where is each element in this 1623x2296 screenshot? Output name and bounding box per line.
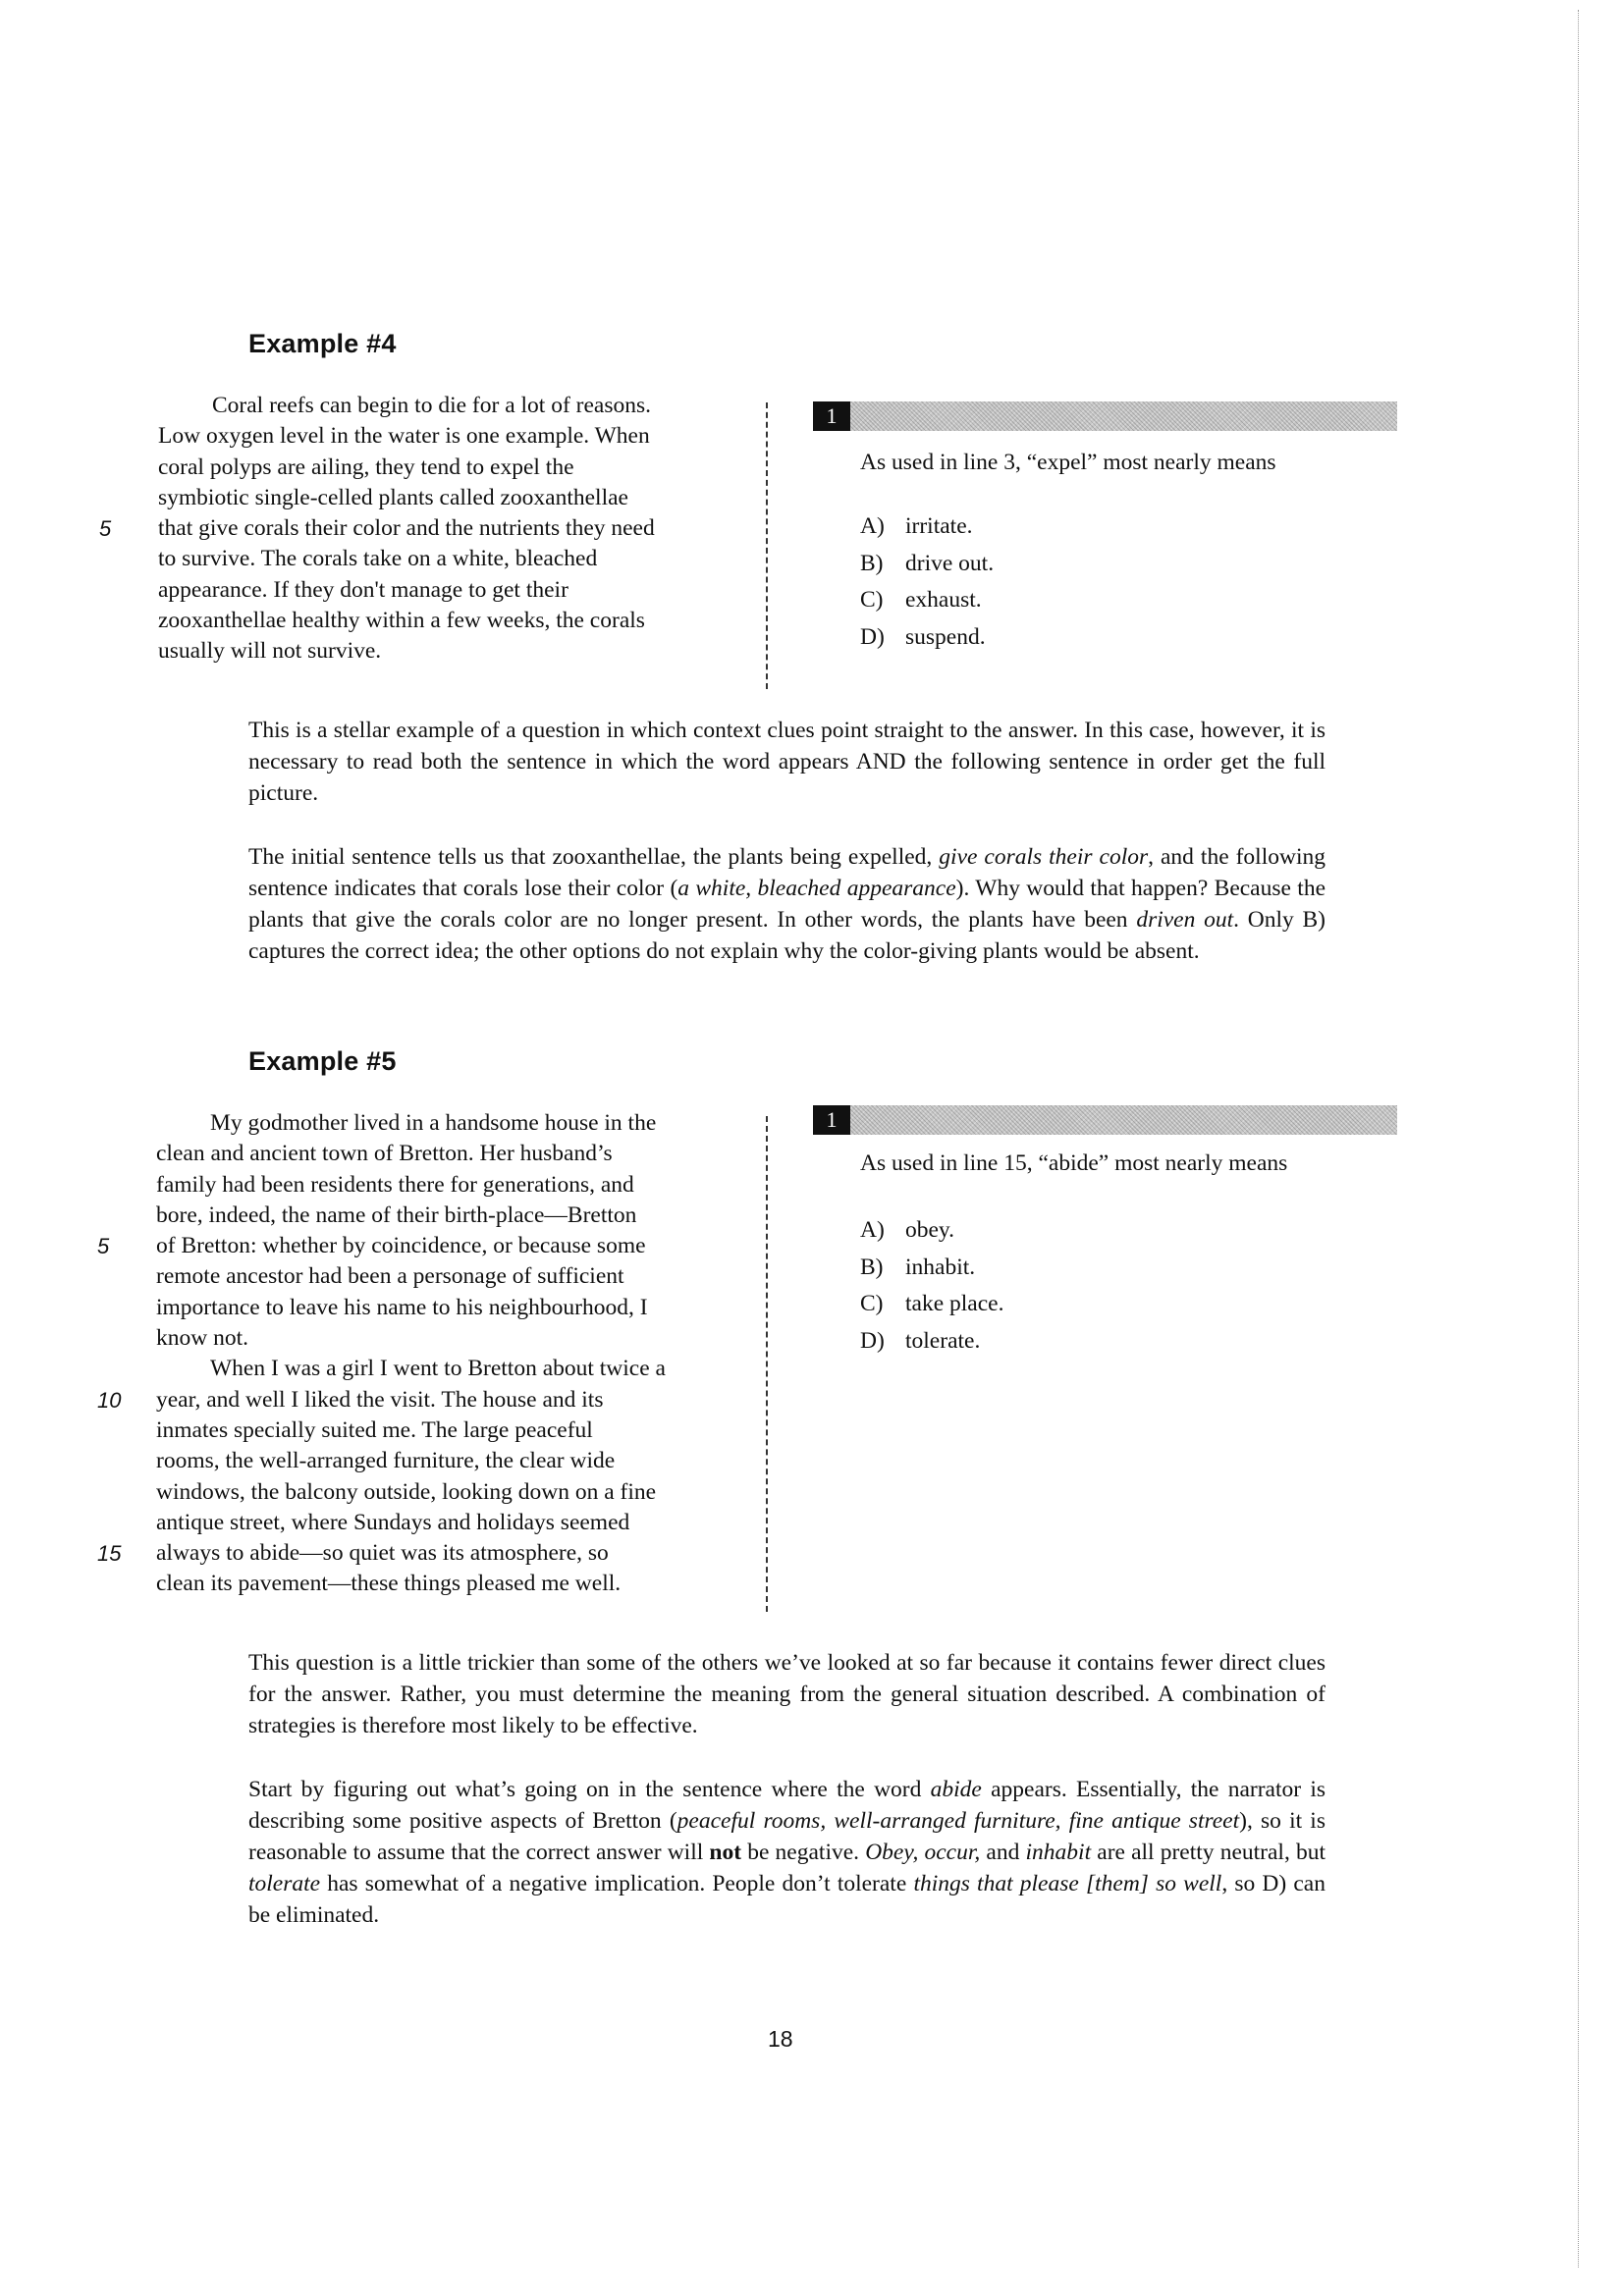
answer-choice — [860, 1323, 1003, 1361]
passage-line-text: clean and ancient town of Bretton. Her husband’s — [156, 1141, 613, 1167]
text-run: ), so it is reasonable to assume that the correct answer will — [248, 1807, 1325, 1866]
choice-letter: A) — [860, 1217, 885, 1243]
text-run: This question is a little trickier than some of the others we’ve looked at so far because it contains fewer direct clues for the answer. Rather, you must determine the meaning from the general situation described. A combination of strategies is therefore most likely to be effective. — [248, 1650, 1325, 1739]
choice-text: tolerate. — [905, 1327, 981, 1354]
question-number-badge: 1 — [813, 1105, 850, 1135]
passage-line — [156, 1170, 745, 1201]
passage-line-text: clean its pavement—these things pleased me well. — [156, 1571, 622, 1597]
passage-line — [156, 1201, 745, 1231]
emphasized-text: abide — [930, 1776, 982, 1802]
text-run: , and the following sentence indicates that corals lose their color ( — [248, 843, 1325, 901]
passage-line — [156, 1569, 745, 1599]
choice-text: suspend. — [905, 623, 986, 650]
example-5-heading: Example #5 — [248, 1046, 397, 1076]
text-run: ). Why would that happen? Because the plants that give the corals color are no longer present. In other words, the plants have been — [248, 875, 1325, 934]
text-run: appears. Essentially, the narrator is describing some positive aspects of Bretton ( — [248, 1776, 1325, 1834]
emphasized-text: a white, bleached appearance — [677, 875, 956, 901]
choice-text: drive out. — [905, 550, 995, 576]
passage-line-text: When I was a girl I went to Bretton about twice a — [210, 1356, 666, 1382]
emphasized-text: give corals their color — [939, 843, 1149, 870]
text-run: be negative. — [741, 1840, 866, 1866]
explanation-paragraph — [248, 715, 1325, 810]
passage-line — [97, 1385, 745, 1415]
passage-line-text: Low oxygen level in the water is one example. When — [158, 423, 650, 450]
passage-line-text: symbiotic single-celled plants called zooxanthellae — [158, 484, 628, 510]
question-number-badge: 1 — [813, 401, 850, 431]
passage-line — [156, 1415, 745, 1446]
example-5-question-prompt: As used in line 15, “abide” most nearly means — [860, 1150, 1288, 1176]
passage-line-text: rooms, the well-arranged furniture, the clear wide — [156, 1448, 616, 1474]
passage-line-text: Coral reefs can begin to die for a lot of reasons. — [212, 393, 651, 418]
line-number: 5 — [99, 516, 112, 542]
question-header-stripe — [850, 401, 1397, 431]
example-5-explanation — [248, 1647, 1325, 1963]
text-run: This is a stellar example of a question in which context clues point straight to the answer. In this case, however, it is necessary to read both the sentence in which the word appears AND the following sentence in order get the full picture. — [248, 718, 1325, 807]
text-run: The initial sentence tells us that zooxanthellae, the plants being expelled, — [248, 843, 940, 870]
passage-line — [158, 575, 747, 606]
passage-line — [156, 1261, 745, 1292]
choice-text: take place. — [905, 1291, 1004, 1317]
passage-line — [156, 1139, 745, 1169]
passage-line-text: remote ancestor had been a personage of sufficient — [156, 1263, 624, 1290]
passage-line-text: family had been residents there for generations, and — [156, 1171, 634, 1198]
passage-line — [156, 1293, 745, 1323]
choice-letter: D) — [860, 1327, 885, 1354]
passage-line-text: My godmother lived in a handsome house in the — [210, 1110, 657, 1136]
line-number: 10 — [97, 1387, 122, 1413]
passage-line — [99, 513, 747, 544]
passage-line-text: always to abide—so quiet was its atmosphere, so — [156, 1540, 609, 1567]
passage-line — [156, 1354, 745, 1384]
passage-line — [97, 1538, 745, 1569]
example-5-column-divider — [766, 1116, 768, 1612]
passage-line-text: bore, indeed, the name of their birth-place—Bretton — [156, 1201, 637, 1228]
example-4-question-header — [813, 401, 1397, 431]
passage-line — [158, 606, 747, 636]
emphasized-text: driven out — [1136, 907, 1234, 934]
emphasized-text: Obey, occur, — [865, 1840, 981, 1866]
answer-choice — [860, 1250, 1003, 1287]
text-run: Start by figuring out what’s going on in the sentence where the word — [248, 1776, 931, 1802]
answer-choice — [860, 1286, 1003, 1323]
passage-line — [158, 453, 747, 483]
passage-line-text: windows, the balcony outside, looking down on a fine — [156, 1478, 657, 1505]
passage-line — [158, 483, 747, 513]
passage-line — [97, 1231, 745, 1261]
text-run: . Only B) captures the correct idea; the other options do not explain why the color-giving plants would be absent. — [248, 907, 1325, 965]
passage-line-text: importance to leave his name to his neighbourhood, I — [156, 1294, 648, 1320]
passage-line-text: of Bretton: whether by coincidence, or because some — [156, 1233, 646, 1259]
explanation-paragraph — [248, 1774, 1325, 1932]
passage-line-text: coral polyps are ailing, they tend to expel the — [158, 454, 574, 480]
choice-text: irritate. — [905, 513, 973, 539]
line-number: 5 — [97, 1234, 110, 1259]
example-4-passage — [99, 391, 747, 667]
passage-line-text: year, and well I liked the visit. The house and its — [156, 1386, 604, 1413]
example-5-passage — [97, 1108, 745, 1600]
text-run: , so D) can be eliminated. — [248, 1871, 1325, 1929]
choice-letter: D) — [860, 623, 885, 650]
example-4-explanation — [248, 715, 1325, 998]
passage-line — [156, 1446, 745, 1476]
text-run: are all pretty neutral, but — [1091, 1840, 1325, 1866]
emphasized-text: peaceful rooms, well-arranged furniture, fine antique street — [676, 1807, 1240, 1834]
passage-line — [158, 544, 747, 574]
text-run: and — [980, 1840, 1026, 1866]
choice-letter: B) — [860, 550, 884, 576]
emphasized-text: tolerate — [248, 1871, 321, 1897]
page-number: 18 — [768, 2026, 793, 2052]
choice-text: exhaust. — [905, 587, 982, 614]
passage-line — [156, 1323, 745, 1354]
passage-line-text: zooxanthellae healthy within a few weeks, the corals — [158, 608, 645, 634]
passage-line — [156, 1508, 745, 1538]
choice-text: inhabit. — [905, 1254, 976, 1280]
scan-edge-line — [1578, 10, 1579, 2268]
answer-choice — [860, 1212, 1003, 1250]
emphasized-text: inhabit — [1025, 1840, 1092, 1866]
answer-choice — [860, 582, 994, 619]
choice-letter: C) — [860, 587, 884, 614]
choice-letter: A) — [860, 513, 885, 539]
choice-letter: B) — [860, 1254, 884, 1280]
choice-letter: C) — [860, 1291, 884, 1317]
passage-line-text: know not. — [156, 1325, 248, 1352]
passage-line — [156, 1108, 745, 1139]
passage-line-text: inmates specially suited me. The large peaceful — [156, 1416, 593, 1443]
line-number: 15 — [97, 1541, 122, 1567]
example-4-question-prompt: As used in line 3, “expel” most nearly means — [860, 450, 1276, 475]
passage-line — [158, 391, 747, 421]
question-header-stripe — [850, 1105, 1397, 1135]
text-run: has somewhat of a negative implication. People don’t tolerate — [320, 1871, 914, 1897]
example-4-answer-choices — [860, 508, 994, 656]
answer-choice — [860, 619, 994, 657]
explanation-paragraph — [248, 1647, 1325, 1742]
passage-line-text: antique street, where Sundays and holidays seemed — [156, 1509, 630, 1535]
example-5-question-header — [813, 1105, 1397, 1135]
example-4-column-divider — [766, 402, 768, 689]
answer-choice — [860, 546, 994, 583]
passage-line — [158, 636, 747, 667]
example-5-answer-choices — [860, 1212, 1003, 1360]
answer-choice — [860, 508, 994, 546]
example-4-heading: Example #4 — [248, 329, 397, 358]
passage-line — [158, 421, 747, 452]
emphasized-text: things that please [them] so well — [913, 1871, 1222, 1897]
passage-line-text: appearance. If they don't manage to get their — [158, 576, 568, 603]
passage-line-text: to survive. The corals take on a white, bleached — [158, 546, 598, 572]
bold-text: not — [709, 1840, 742, 1866]
passage-line-text: usually will not survive. — [158, 638, 382, 665]
passage-line-text: that give corals their color and the nutrients they need — [158, 515, 655, 542]
passage-line — [156, 1477, 745, 1508]
explanation-paragraph — [248, 841, 1325, 968]
choice-text: obey. — [905, 1217, 955, 1243]
